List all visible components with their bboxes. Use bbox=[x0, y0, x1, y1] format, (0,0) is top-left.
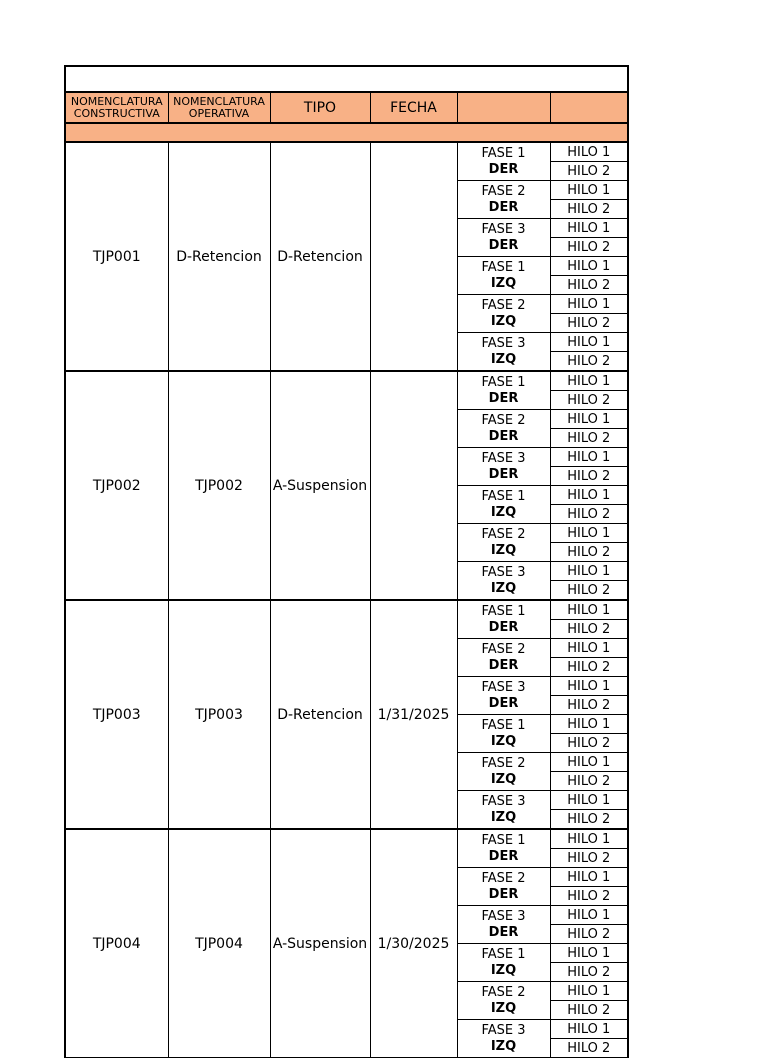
cell-hilo[interactable]: HILO 2 bbox=[550, 276, 628, 295]
fase-side-label: DER bbox=[488, 619, 519, 635]
fase-label: FASE 3 bbox=[481, 793, 526, 809]
fase-side-label: DER bbox=[488, 924, 519, 940]
header-tipo[interactable]: TIPO bbox=[270, 92, 370, 123]
cell-nomenclatura-operativa[interactable]: D-Retencion bbox=[168, 142, 270, 371]
fase-side-label: IZQ bbox=[490, 1038, 517, 1054]
cell-hilo[interactable]: HILO 2 bbox=[550, 238, 628, 257]
cell-tipo[interactable]: D-Retencion bbox=[270, 600, 370, 829]
cell-hilo[interactable]: HILO 2 bbox=[550, 581, 628, 601]
cell-fecha[interactable] bbox=[370, 142, 457, 371]
fase-side-label: IZQ bbox=[490, 771, 517, 787]
fase-label: FASE 2 bbox=[481, 412, 526, 428]
cell-hilo[interactable]: HILO 1 bbox=[550, 486, 628, 505]
cell-fase[interactable] bbox=[457, 524, 550, 562]
cell-hilo[interactable]: HILO 1 bbox=[550, 181, 628, 200]
cell-hilo[interactable]: HILO 1 bbox=[550, 715, 628, 734]
fase-label: FASE 3 bbox=[481, 450, 526, 466]
fase-side-label: IZQ bbox=[490, 542, 517, 558]
cell-fase[interactable] bbox=[457, 1020, 550, 1058]
header-nomenclatura-constructiva[interactable]: NOMENCLATURA CONSTRUCTIVA bbox=[65, 92, 168, 123]
title-cell[interactable] bbox=[65, 66, 628, 92]
fase-label: FASE 1 bbox=[481, 717, 526, 733]
header-row bbox=[65, 92, 628, 123]
fase-label: FASE 1 bbox=[481, 946, 526, 962]
cell-fase[interactable] bbox=[457, 600, 550, 639]
table-row bbox=[65, 600, 628, 620]
cell-hilo[interactable]: HILO 1 bbox=[550, 562, 628, 581]
cell-fase[interactable] bbox=[457, 753, 550, 791]
cell-nomenclatura-operativa[interactable]: TJP003 bbox=[168, 600, 270, 829]
cell-tipo[interactable]: D-Retencion bbox=[270, 142, 370, 371]
cell-fase[interactable] bbox=[457, 371, 550, 410]
cell-hilo[interactable]: HILO 2 bbox=[550, 925, 628, 944]
band-row bbox=[65, 123, 628, 142]
cell-hilo[interactable]: HILO 1 bbox=[550, 791, 628, 810]
cell-hilo[interactable]: HILO 1 bbox=[550, 677, 628, 696]
cell-fase[interactable] bbox=[457, 868, 550, 906]
fase-label: FASE 2 bbox=[481, 526, 526, 542]
cell-hilo[interactable]: HILO 1 bbox=[550, 448, 628, 467]
fase-label: FASE 3 bbox=[481, 221, 526, 237]
cell-hilo[interactable]: HILO 1 bbox=[550, 944, 628, 963]
band-cell[interactable] bbox=[65, 123, 628, 142]
cell-nomenclatura-operativa[interactable]: TJP002 bbox=[168, 371, 270, 600]
fase-label: FASE 2 bbox=[481, 755, 526, 771]
cell-hilo[interactable]: HILO 2 bbox=[550, 543, 628, 562]
cell-nomenclatura-constructiva[interactable]: TJP002 bbox=[65, 371, 168, 600]
spreadsheet bbox=[64, 65, 627, 1056]
fase-label: FASE 2 bbox=[481, 297, 526, 313]
fase-side-label: DER bbox=[488, 199, 519, 215]
fase-side-label: DER bbox=[488, 237, 519, 253]
cell-hilo[interactable]: HILO 2 bbox=[550, 696, 628, 715]
fase-side-label: DER bbox=[488, 886, 519, 902]
cell-hilo[interactable]: HILO 2 bbox=[550, 620, 628, 639]
fase-label: FASE 3 bbox=[481, 679, 526, 695]
cell-hilo[interactable]: HILO 2 bbox=[550, 887, 628, 906]
cell-fase[interactable] bbox=[457, 906, 550, 944]
cell-hilo[interactable]: HILO 1 bbox=[550, 868, 628, 887]
cell-hilo[interactable]: HILO 2 bbox=[550, 467, 628, 486]
fase-label: FASE 3 bbox=[481, 564, 526, 580]
fase-side-label: IZQ bbox=[490, 809, 517, 825]
cell-hilo[interactable]: HILO 2 bbox=[550, 429, 628, 448]
cell-hilo[interactable]: HILO 2 bbox=[550, 1039, 628, 1058]
cell-hilo[interactable]: HILO 2 bbox=[550, 658, 628, 677]
fase-side-label: DER bbox=[488, 466, 519, 482]
cell-hilo[interactable]: HILO 1 bbox=[550, 219, 628, 238]
fase-label: FASE 1 bbox=[481, 374, 526, 390]
cell-hilo[interactable]: HILO 2 bbox=[550, 810, 628, 830]
fase-side-label: IZQ bbox=[490, 962, 517, 978]
fase-label: FASE 1 bbox=[481, 603, 526, 619]
cell-fase[interactable] bbox=[457, 448, 550, 486]
cell-fase[interactable] bbox=[457, 333, 550, 372]
cell-hilo[interactable]: HILO 1 bbox=[550, 829, 628, 849]
fase-label: FASE 1 bbox=[481, 832, 526, 848]
fase-side-label: IZQ bbox=[490, 313, 517, 329]
fase-label: FASE 3 bbox=[481, 1022, 526, 1038]
cell-fase[interactable] bbox=[457, 639, 550, 677]
cell-hilo[interactable]: HILO 1 bbox=[550, 524, 628, 543]
cell-fase[interactable] bbox=[457, 944, 550, 982]
table-row bbox=[65, 142, 628, 162]
fase-label: FASE 3 bbox=[481, 908, 526, 924]
cell-fase[interactable] bbox=[457, 486, 550, 524]
header-nomenclatura-operativa[interactable]: NOMENCLATURA OPERATIVA bbox=[168, 92, 270, 123]
fase-side-label: DER bbox=[488, 428, 519, 444]
cell-fase[interactable] bbox=[457, 410, 550, 448]
fase-side-label: DER bbox=[488, 657, 519, 673]
table-row bbox=[65, 829, 628, 849]
fase-label: FASE 1 bbox=[481, 488, 526, 504]
cell-fase[interactable] bbox=[457, 982, 550, 1020]
cell-hilo[interactable]: HILO 2 bbox=[550, 200, 628, 219]
cell-tipo[interactable]: A-Suspension bbox=[270, 371, 370, 600]
cell-nomenclatura-constructiva[interactable]: TJP004 bbox=[65, 829, 168, 1058]
cell-hilo[interactable]: HILO 2 bbox=[550, 1001, 628, 1020]
cell-hilo[interactable]: HILO 1 bbox=[550, 142, 628, 162]
cell-hilo[interactable]: HILO 1 bbox=[550, 410, 628, 429]
fase-label: FASE 2 bbox=[481, 870, 526, 886]
cell-hilo[interactable]: HILO 2 bbox=[550, 505, 628, 524]
cell-fase[interactable] bbox=[457, 142, 550, 181]
cell-nomenclatura-operativa[interactable]: TJP004 bbox=[168, 829, 270, 1058]
cell-hilo[interactable]: HILO 1 bbox=[550, 600, 628, 620]
fase-side-label: IZQ bbox=[490, 275, 517, 291]
cell-fase[interactable] bbox=[457, 181, 550, 219]
cell-hilo[interactable]: HILO 2 bbox=[550, 963, 628, 982]
fase-side-label: DER bbox=[488, 161, 519, 177]
fase-side-label: DER bbox=[488, 695, 519, 711]
cell-fase[interactable] bbox=[457, 791, 550, 830]
cell-nomenclatura-constructiva[interactable]: TJP003 bbox=[65, 600, 168, 829]
cell-fecha[interactable] bbox=[370, 371, 457, 600]
cell-hilo[interactable]: HILO 2 bbox=[550, 391, 628, 410]
cell-fase[interactable] bbox=[457, 829, 550, 868]
cell-tipo[interactable]: A-Suspension bbox=[270, 829, 370, 1058]
cell-hilo[interactable]: HILO 1 bbox=[550, 1020, 628, 1039]
fase-side-label: IZQ bbox=[490, 1000, 517, 1016]
cell-fase[interactable] bbox=[457, 257, 550, 295]
fase-label: FASE 1 bbox=[481, 259, 526, 275]
fase-side-label: DER bbox=[488, 390, 519, 406]
header-col6[interactable] bbox=[550, 92, 628, 123]
cell-hilo[interactable]: HILO 1 bbox=[550, 639, 628, 658]
cell-fase[interactable] bbox=[457, 677, 550, 715]
fase-label: FASE 2 bbox=[481, 641, 526, 657]
cell-hilo[interactable]: HILO 1 bbox=[550, 982, 628, 1001]
cell-fase[interactable] bbox=[457, 219, 550, 257]
cell-hilo[interactable]: HILO 2 bbox=[550, 314, 628, 333]
fase-side-label: IZQ bbox=[490, 351, 517, 367]
fase-label: FASE 2 bbox=[481, 183, 526, 199]
table-row bbox=[65, 371, 628, 391]
fase-label: FASE 2 bbox=[481, 984, 526, 1000]
cell-fecha[interactable]: 1/30/2025 bbox=[370, 829, 457, 1058]
cell-hilo[interactable]: HILO 2 bbox=[550, 162, 628, 181]
fase-label: FASE 3 bbox=[481, 335, 526, 351]
cell-hilo[interactable]: HILO 1 bbox=[550, 906, 628, 925]
fase-side-label: DER bbox=[488, 848, 519, 864]
header-fecha[interactable]: FECHA bbox=[370, 92, 457, 123]
cell-fecha[interactable]: 1/31/2025 bbox=[370, 600, 457, 829]
fase-label: FASE 1 bbox=[481, 145, 526, 161]
cell-fase[interactable] bbox=[457, 562, 550, 601]
cell-fase[interactable] bbox=[457, 295, 550, 333]
cell-hilo[interactable]: HILO 2 bbox=[550, 352, 628, 372]
cell-nomenclatura-constructiva[interactable]: TJP001 bbox=[65, 142, 168, 371]
cell-hilo[interactable]: HILO 1 bbox=[550, 753, 628, 772]
cell-hilo[interactable]: HILO 1 bbox=[550, 295, 628, 314]
cell-hilo[interactable]: HILO 1 bbox=[550, 257, 628, 276]
header-col5[interactable] bbox=[457, 92, 550, 123]
cell-hilo[interactable]: HILO 2 bbox=[550, 772, 628, 791]
structures-table bbox=[64, 65, 629, 1058]
title-row bbox=[65, 66, 628, 92]
cell-hilo[interactable]: HILO 1 bbox=[550, 333, 628, 352]
fase-side-label: IZQ bbox=[490, 580, 517, 596]
cell-hilo[interactable]: HILO 2 bbox=[550, 734, 628, 753]
cell-hilo[interactable]: HILO 1 bbox=[550, 371, 628, 391]
cell-hilo[interactable]: HILO 2 bbox=[550, 849, 628, 868]
fase-side-label: IZQ bbox=[490, 733, 517, 749]
cell-fase[interactable] bbox=[457, 715, 550, 753]
fase-side-label: IZQ bbox=[490, 504, 517, 520]
